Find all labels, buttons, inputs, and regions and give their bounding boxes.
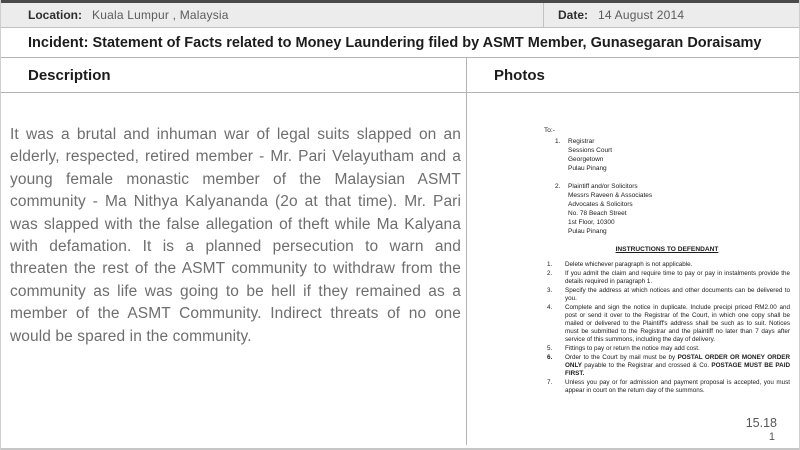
- table-header-row: [1, 58, 799, 93]
- instruction-item: 3. Specify the address at which notices and other documents can be delivered to you.: [547, 287, 790, 302]
- photos-cell: [467, 93, 799, 445]
- instruction-item: 7. Unless you pay or for admission and payment proposal is accepted, you must appear in court on the return day of the summons.: [547, 379, 790, 394]
- addressee-item: 2. Plaintiff and/or Solicitors Messrs Raveen & Associates Advocates & Solicitors No. 78 Beach Street 1st Floor, 10300 Pulau Pinang: [555, 183, 653, 235]
- page-number: 1: [768, 431, 775, 443]
- document-to-label: To:-: [544, 127, 555, 134]
- addressee-item: 1. Registrar Sessions Court Georgetown Pulau Pinang: [555, 138, 613, 172]
- description-cell: [1, 93, 467, 445]
- instructions-heading: INSTRUCTIONS TO DEFENDANT: [615, 246, 719, 253]
- incident-title-row: [1, 28, 799, 58]
- legal-document-image: [544, 126, 790, 396]
- date-value: 14 August 2014: [598, 8, 685, 22]
- location-cell: [1, 3, 544, 27]
- location-value: Kuala Lumpur , Malaysia: [92, 8, 229, 22]
- addressee-list: [544, 137, 790, 236]
- location-label: Location:: [28, 8, 82, 22]
- description-text: It was a brutal and inhuman war of legal suits slapped on an elderly, respected, retired member - Mr. Pari Velayutham and a young female monastic member of the Malaysian ASMT community - Ma Nithya Kalyananda (2o at that time). Mr. Pari was slapped with the false allegation of theft while Ma Kalyana with defamation. It is a planned persecution to warn and threaten the rest of the ASMT community to withdraw from the community as life was going to be hell if they remained as a member of the ASMT Community. Indirect threats of no one would be spared in the community.: [10, 126, 461, 345]
- incident-title: Incident: Statement of Facts related to Money Laundering filed by ASMT Member, Gunasegaran Doraisamy: [28, 34, 762, 51]
- meta-bar: [1, 3, 799, 28]
- date-cell: [544, 3, 799, 27]
- description-header: Description: [1, 58, 467, 92]
- instruction-item: 6. Order to the Court by mail must be by POSTAL ORDER OR MONEY ORDER ONLY payable to the Registrar and crossed & Co. POSTAGE MUST BE PAID FIRST.: [547, 354, 791, 377]
- photos-header: Photos: [494, 66, 545, 84]
- instruction-item: 1. Delete whichever paragraph is not applicable.: [547, 261, 693, 268]
- section-number: 15.18: [745, 416, 777, 430]
- date-label: Date:: [558, 8, 589, 22]
- instruction-item: 5. Fittings to pay or return the notice may add cost.: [547, 345, 700, 352]
- instruction-item: 2. If you admit the claim and require time to pay or pay in instalments provide the details required in paragraph 1.: [547, 270, 790, 285]
- instruction-item: 4. Complete and sign the notice in duplicate. Include precipi priced RM2.00 and post or send it over to the Registrar of the Court, in which one copy shall be mailed or delivered to the Plaintiff's address shall be such as to suit. Notices must be submitted to the Registrar and the plaintiff no later than 7 days after service of this summons, including the day of delivery.: [547, 304, 790, 343]
- table-body-row: [1, 93, 799, 445]
- instructions-list: [544, 261, 790, 395]
